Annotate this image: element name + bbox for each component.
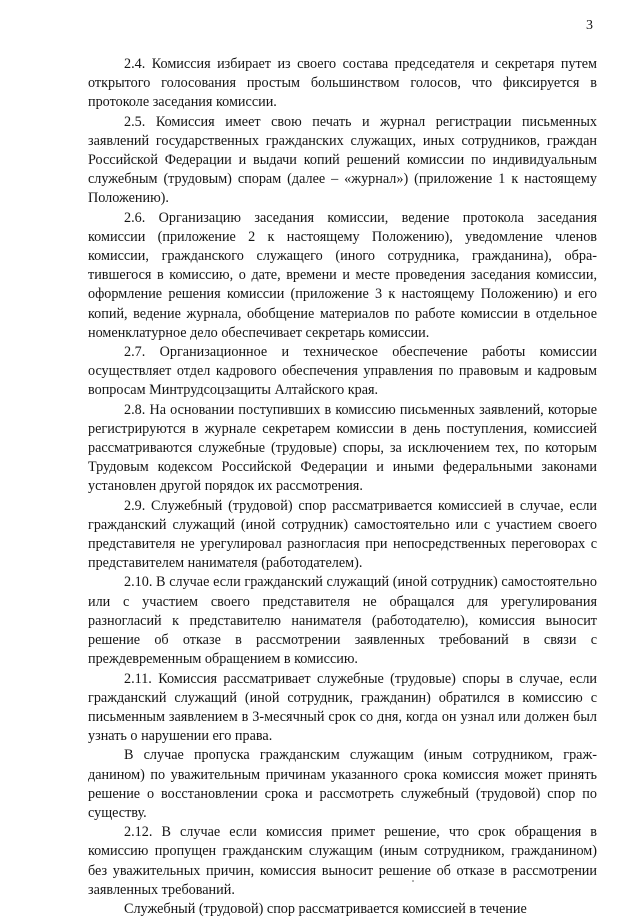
paragraph-2-12: 2.12. В случае если комиссия примет решение, что срок обращения в комиссию пропущен гражданским служащим (иным сотрудником, гражданином) без уважительных причин, комиссия выносит решение об отказе в рассмотрении заявленных требований. <box>88 824 597 898</box>
paragraph-2-6: 2.6. Организацию заседания комиссии, ведение протокола заседания комиссии (приложение 2 к настоящему Положению), уведомление членов комиссии, гражданского служащего (иного сотрудника, гражданина), обратившегося в комиссию, о дате, времени и месте проведения заседания комиссии, оформление решения комиссии (приложение 3 к настоящему Положению) и его копий, ведение журнала, обобщение материалов по работе комиссии в отдельное номенклатурное дело обеспечивает секретарь комиссии. <box>88 209 597 341</box>
paragraph-2-11: 2.11. Комиссия рассматривает служебные (трудовые) споры в случае, если гражданский служащий (иной сотрудник, гражданин) обратился в комиссию с письменным заявлением в 3-месячный срок со дня, когда он узнал или должен был узнать о нарушении его права. <box>88 670 597 745</box>
page-number: 3 <box>586 18 593 33</box>
paragraph-2-5: 2.5. Комиссия имеет свою печать и журнал регистрации письменных заявлений государственных гражданских служащих, иных сотрудников, граждан Российской Федерации и выдачи копий решений комиссии по индивидуальным служебным (трудовым) спорам (далее – «журнал») (приложение 1 к настоящему Положению). <box>88 113 597 207</box>
paragraph-2-10: 2.10. В случае если гражданский служащий (иной сотрудник) самостоятельно или с участием своего представителя не обращался для урегулирования разногласий к представителю нанимателя (работодателю), комиссия выносит решение об отказе в рассмотрении заявленных требований в связи с преждевременным обращением в комиссию. <box>88 574 597 668</box>
document-body <box>88 55 597 919</box>
paragraph-2-9: 2.9. Служебный (трудовой) спор рассматривается комиссией в случае, если гражданский служащий (иной сотрудник) самостоятельно или с участием своего представителя не урегулировал разногласия при непосредственных переговорах с представителем нанимателя (работодателем). <box>88 497 597 572</box>
paragraph-2-11-continued: В случае пропуска гражданским служащим (иным сотрудником, гражданином) по уважительным причинам указанного срока комиссия может принять решение о восстановлении срока и рассмотреть служебный (трудовой) спор по существу. <box>88 747 597 821</box>
paragraph-2-7: 2.7. Организационное и техническое обеспечение работы комиссии осуществляет отдел кадрового обеспечения управления по правовым и кадровым вопросам Минтрудсоцзащиты Алтайского края. <box>88 344 597 399</box>
paragraph-2-4: 2.4. Комиссия избирает из своего состава председателя и секретаря путем открытого голосования простым большинством голосов, что фиксируется в протоколе заседания комиссии. <box>88 56 597 111</box>
scan-speck <box>412 880 414 882</box>
paragraph-2-8: 2.8. На основании поступивших в комиссию письменных заявлений, которые регистрируются в журнале секретарем комиссии в день поступления, комиссией рассматриваются служебные (трудовые) споры, за исключением тех, по которым Трудовым кодексом Российской Федерации и иными федеральными законами установлен другой порядок их рассмотрения. <box>88 401 597 495</box>
paragraph-2-12-continued: Служебный (трудовой) спор рассматривается комиссией в течение <box>124 900 527 917</box>
